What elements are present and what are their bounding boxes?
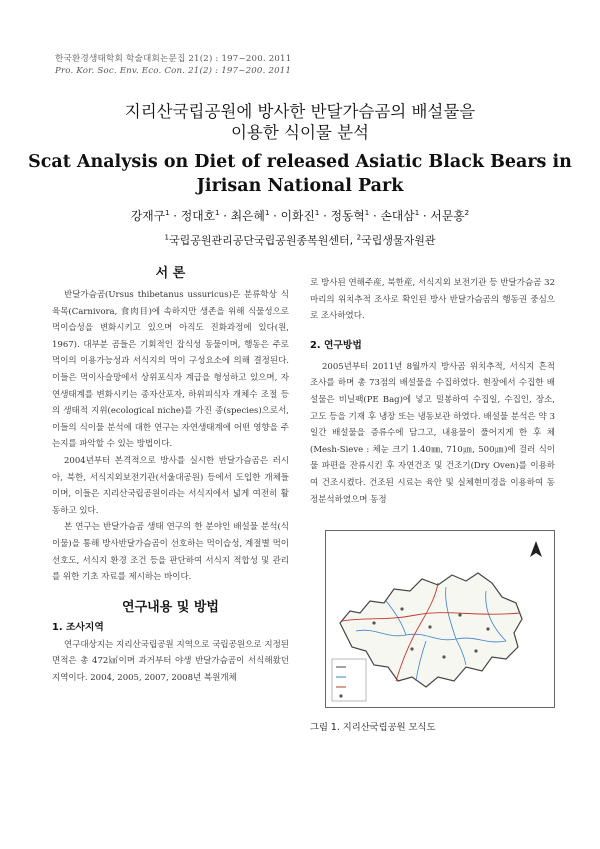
section-heading-introduction: 서 론 (155, 266, 186, 281)
intro-paragraph-2: 2004년부터 본격적으로 방사를 실시한 반달가슴곰은 러시아, 북한, 서식지외보전기관(서울대공원) 등에서 도입한 개체들이며, 이들은 지리산국립공원이라는 서식지에서 넓게 여전히 활동하고 있다. (52, 455, 289, 516)
author-separator: · (369, 209, 381, 223)
author-affiliation-mark: 1 (364, 209, 370, 218)
subsection-heading-methods: 2. 연구방법 (310, 339, 362, 351)
left-column (52, 262, 289, 686)
author-affiliation-mark: 1 (165, 209, 170, 218)
author-affiliation-mark: 1 (314, 209, 320, 218)
journal-header-english: Pro. Kor. Soc. Env. Eco. Con. 21(2) : 197~200. 2011 (55, 66, 292, 76)
author-separator: · (319, 209, 331, 223)
author-separator: · (419, 209, 431, 223)
intro-paragraph-3: 본 연구는 반달가슴곰 생태 연구의 한 분야인 배설물 분석(식이물)을 통해 방사반달가슴곰이 선호하는 먹이습성, 계절별 먹이 선호도, 서식지 환경 조건 등을 판단하여 서식지 적합성 및 관리를 위한 기초 자료를 제시하는 바이다. (52, 522, 289, 583)
subsection-heading-study-area: 1. 조사지역 (52, 621, 104, 633)
author-name: 정동혁 (330, 209, 365, 223)
journal-header-korean: 한국환경생태학회 학술대회논문집 21(2) : 197~200. 2011 (55, 54, 292, 64)
author-name: 서문홍 (430, 209, 465, 223)
section-heading-methods: 연구내용 및 방법 (122, 599, 219, 615)
affiliation-2: 국립생물자원관 (361, 234, 436, 247)
author-affiliation-mark: 2 (464, 209, 470, 218)
author-separator: · (169, 209, 181, 223)
study-area-paragraph-continued: 로 방사된 연해주産, 북한産, 서식지외 보전기관 등 반달가슴곰 32마리의 위치추적 조사로 확인된 방사 반달가슴곰의 행동권 중심으로 조사하였다. (310, 278, 555, 322)
map-legend (332, 659, 366, 701)
north-arrow-icon (530, 541, 542, 557)
english-title-line-1: Scat Analysis on Diet of released Asiatic Black Bears in (28, 152, 572, 172)
author-affiliation-mark: 1 (414, 209, 420, 218)
korean-title-line-1: 지리산국립공원에 방사한 반달가슴곰의 배설물을 (124, 102, 476, 121)
right-column (310, 275, 555, 508)
author-affiliation-mark: 1 (215, 209, 220, 218)
author-name: 최은혜 (230, 209, 265, 223)
affiliation-1: 국립공원관리공단국립공원종복원센터, (168, 234, 357, 247)
author-affiliation-mark: 1 (264, 209, 270, 218)
study-area-paragraph: 연구대상지는 지리산국립공원 지역으로 국립공원으로 지정된 면적은 총 472㎢이며 과거부터 야생 반달가슴곰이 서식해왔던 지역이다. 2004, 2005, 2007, 2008년 복원개체 (52, 639, 289, 683)
author-name: 정대호 (180, 209, 216, 223)
intro-paragraph-1: 반달가슴곰(Ursus thibetanus ussuricus)은 분류학상 식육목(Carnivora, 食肉目)에 속하지만 생존을 위해 식물성으로 먹이습성을 변화시키고 있으며 아직도 진화과정에 있다(원, 1967). 대부분 곰들은 기회적인 잡식성 동물이며, 행동은 주로 먹이의 이용가능성과 서식지의 먹이 구성요소에 의해 결정된다. 이들은 먹이사슬망에서 상위포식자 계급을 형성하고 있으며, 자연생태계를 변화시키는 종자산포자, 하위피식자 개체수 조절 등의 생태적 지위(ecological niche)를 가진 종(species)으로서, 이들의 식이물 분석에 대한 연구는 자연생태계에 어떤 영향을 주는지를 파악할 수 있는 방법이다. (52, 290, 289, 450)
author-list (0, 207, 600, 224)
korean-title-line-2: 이용한 식이물 분석 (230, 123, 369, 142)
affiliation-mark: 2 (356, 233, 362, 242)
affiliation-mark: 1 (164, 233, 169, 242)
author-name: 강재구 (130, 209, 166, 223)
affiliations (0, 232, 600, 248)
author-separator: · (219, 209, 231, 223)
author-name: 이화진 (280, 209, 315, 223)
author-name: 손대삼 (380, 209, 415, 223)
english-title-line-2: Jirisan National Park (196, 176, 404, 196)
park-map-figure (325, 530, 555, 708)
author-separator: · (269, 209, 281, 223)
figure-caption: 그림 1. 지리산국립공원 모식도 (310, 722, 436, 733)
methods-paragraph: 2005년부터 2011년 8월까지 방사곰 위치추적, 서식지 흔적 조사를 하며 총 73점의 배설물을 수집하였다. 현장에서 수집한 배설물은 비닐팩(PE Bag)에 넣고 밀봉하여 수집일, 수집인, 장소, 고도 등을 기재 후 냉장 또는 냉동보관 하였다. 배설물 분석은 약 3일간 배설물을 증류수에 담그고, 내용물이 풀어지게 한 후 체(Mesh-Sieve : 체눈 크기 1.40㎜, 710㎛, 500㎛)에 걸러 식이물 파편을 잔류시킨 후 자연건조 및 건조기(Dry Oven)를 이용하여 건조시켰다. 건조된 시료는 육안 및 실체현미경을 이용하여 동정분석하였으며 동정 (310, 361, 555, 505)
park-map-graphic (326, 531, 554, 707)
